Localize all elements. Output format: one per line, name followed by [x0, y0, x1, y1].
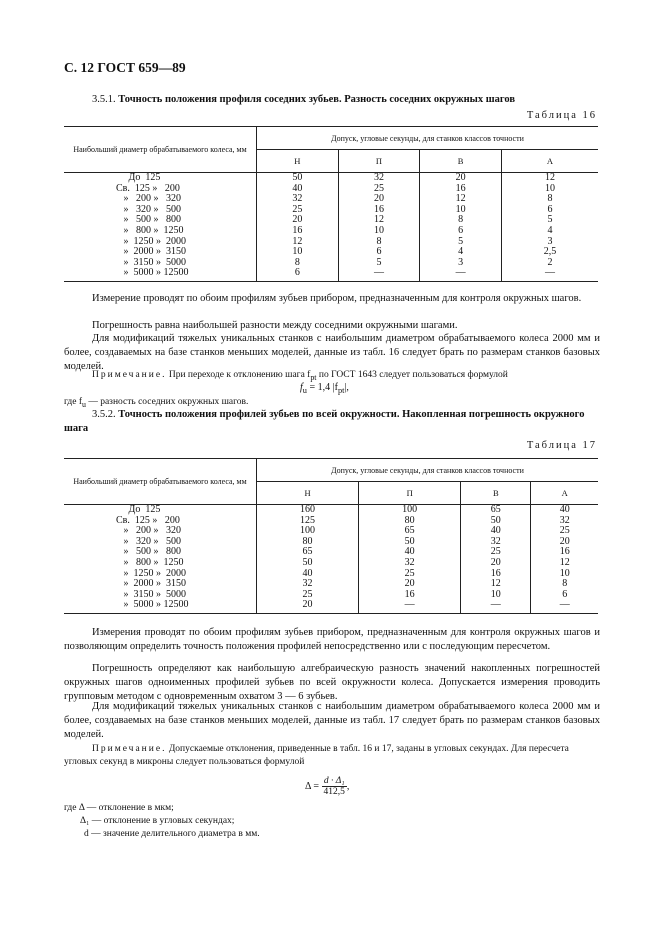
tolerance-cell: 40 [257, 569, 359, 580]
t16-formula-rhs-sub: pt [337, 386, 345, 395]
table17-body [64, 505, 598, 614]
tolerance-cell: 8 [420, 215, 502, 226]
diameter-cell: » 2000 » 3150 [64, 579, 257, 590]
tolerance-cell: 4 [420, 247, 502, 258]
t16-where-sub: u [82, 399, 86, 409]
tolerance-cell: 40 [257, 184, 339, 195]
tolerance-cell: 25 [338, 184, 420, 195]
t17-def-3: d — значение делительного диаметра в мм. [84, 829, 260, 839]
tolerance-cell: — [338, 268, 420, 281]
t17-def-2: Δ₁ — отклонение в угловых секундах; [80, 816, 235, 826]
tolerance-cell: 160 [257, 505, 359, 516]
tolerance-cell: 100 [257, 526, 359, 537]
diameter-cell: » 200 » 320 [64, 194, 257, 205]
t16-formula-f: f [300, 382, 303, 393]
tolerance-cell: 10 [461, 590, 531, 601]
tolerance-cell: 20 [559, 535, 570, 547]
section-352-title: Точность положения профилей зубьев по всей окружности. Накопленная погрешность окружного шага [64, 409, 585, 434]
tolerance-cell: 6 [562, 588, 568, 600]
t17-formula-lhs: Δ = [305, 780, 320, 792]
t17-formula-end: , [346, 780, 350, 792]
tolerance-cell: 25 [257, 590, 359, 601]
t17-formula [305, 776, 349, 797]
t17-def-1: где Δ — отклонение в мкм; [64, 803, 174, 813]
t17-formula-denominator: 412,5 [323, 787, 345, 797]
tolerance-cell: 3 [547, 235, 553, 247]
diameter-cell: » 1250 » 2000 [64, 569, 257, 580]
t17-note-label: Примечание. [92, 744, 167, 754]
tolerance-cell: 10 [544, 182, 555, 194]
section-351-number: 3.5.1. [92, 94, 116, 105]
t16-paragraph-2: Погрешность равна наибольшей разности между соседними окружными шагами. [92, 320, 458, 331]
tolerance-cell: 2,5 [543, 246, 557, 258]
t17-formula-fraction [322, 776, 347, 797]
tolerance-cell: 12 [559, 556, 570, 568]
tolerance-cell: 32 [338, 173, 420, 184]
t17-paragraph-3: Для модификаций тяжелых уникальных станков с наибольшим диаметром обрабатываемого колеса 2000 мм и более, создаваемых на базе станков меньших моделей, данные из табл. 17 следует брать по размерам станков базовых моделей. [64, 701, 600, 740]
table16-class-p: П [338, 150, 420, 173]
tolerance-cell: 20 [257, 215, 339, 226]
t16-note-text: При переходе к отклонению шага f [168, 370, 311, 380]
t17-note-text: Допускаемые отклонения, приведенные в табл. 16 и 17, заданы в угловых секундах. Для пересчета угловых секунд в микроны следует пользоваться формулой [64, 744, 569, 767]
tolerance-cell: 80 [257, 537, 359, 548]
table16-body [64, 173, 598, 282]
tolerance-cell: 8 [547, 193, 553, 205]
table-row [64, 600, 598, 613]
tolerance-cell: 8 [257, 258, 339, 269]
tolerance-cell: 80 [359, 516, 461, 527]
t16-formula-sub: u [302, 386, 307, 395]
tolerance-cell: 16 [338, 205, 420, 216]
table-16 [64, 126, 598, 282]
diameter-cell: » 320 » 500 [64, 537, 257, 548]
diameter-cell: » 1250 » 2000 [64, 237, 257, 248]
diameter-cell: » 800 » 1250 [64, 558, 257, 569]
tolerance-cell: 40 [461, 526, 531, 537]
diameter-cell: Св. 125 » 200 [64, 184, 257, 195]
tolerance-cell: 12 [338, 215, 420, 226]
t16-formula [300, 382, 349, 395]
diameter-cell: » 500 » 800 [64, 215, 257, 226]
page-header: С. 12 ГОСТ 659—89 [64, 60, 186, 75]
table17-class-p: П [359, 482, 461, 505]
tolerance-cell: 50 [257, 173, 339, 184]
t16-where-label: где f [64, 397, 83, 407]
tolerance-cell: 25 [461, 547, 531, 558]
table-17 [64, 458, 598, 614]
tolerance-cell: 20 [257, 600, 359, 613]
table-row [64, 226, 598, 237]
tolerance-cell: 4 [547, 224, 553, 236]
t17-note [64, 743, 600, 769]
tolerance-cell: 10 [559, 567, 570, 579]
tolerance-cell: 8 [338, 237, 420, 248]
table-row [64, 505, 598, 516]
section-352-number: 3.5.2. [92, 409, 116, 420]
tolerance-cell: 65 [461, 505, 531, 516]
table-row [64, 268, 598, 281]
diameter-cell: » 3150 » 5000 [64, 258, 257, 269]
table17-group-header: Допуск, угловые секунды, для станков классов точности [257, 459, 599, 482]
table17-diameter-header: Наибольший диаметр обрабатываемого колеса, мм [64, 459, 257, 505]
tolerance-cell: — [501, 268, 598, 281]
tolerance-cell: 32 [461, 537, 531, 548]
tolerance-cell: 2 [547, 256, 553, 268]
diameter-cell: До 125 [64, 505, 257, 516]
table17-class-h: Н [257, 482, 359, 505]
tolerance-cell: 12 [420, 194, 502, 205]
diameter-cell: » 5000 » 12500 [64, 600, 257, 613]
t17-paragraph-2: Погрешность определяют как наибольшую алгебраическую разность значений накопленных погрешностей окружных шагов одноименных профилей зубьев по всей окружности колеса. Допускается измерения проводить групповым методом с одновременным охватом 3 — 6 зубьев. [64, 663, 600, 702]
tolerance-cell: — [461, 600, 531, 613]
tolerance-cell: 65 [359, 526, 461, 537]
diameter-cell: » 5000 » 12500 [64, 268, 257, 281]
t16-note-label: Примечание. [92, 370, 167, 380]
tolerance-cell: 50 [257, 558, 359, 569]
tolerance-cell: 5 [420, 237, 502, 248]
section-352-heading [64, 408, 604, 436]
table17-class-v: В [461, 482, 531, 505]
table16-class-a: А [501, 150, 598, 173]
tolerance-cell: — [420, 268, 502, 281]
tolerance-cell: 65 [257, 547, 359, 558]
tolerance-cell: 16 [257, 226, 339, 237]
t17-formula-numerator: d · Δ₁ [322, 776, 347, 787]
tolerance-cell: 6 [257, 268, 339, 281]
tolerance-cell: 32 [257, 579, 359, 590]
tolerance-cell: 5 [547, 214, 553, 226]
diameter-cell: » 200 » 320 [64, 526, 257, 537]
t16-formula-end: |, [344, 382, 349, 393]
table17-class-a: А [531, 482, 598, 505]
section-351-title: Точность положения профиля соседних зубьев. Разность соседних окружных шагов [118, 94, 516, 105]
table16-caption: Таблица 16 [526, 110, 597, 121]
table-row [64, 173, 598, 184]
tolerance-cell: 6 [420, 226, 502, 237]
tolerance-cell: 10 [420, 205, 502, 216]
tolerance-cell: 20 [461, 558, 531, 569]
tolerance-cell: 20 [420, 173, 502, 184]
tolerance-cell: 12 [257, 237, 339, 248]
section-351-heading [92, 94, 515, 105]
tolerance-cell: 40 [559, 504, 570, 515]
tolerance-cell: 50 [461, 516, 531, 527]
tolerance-cell: 25 [559, 525, 570, 537]
t16-where-text: — разность соседних окружных шагов. [85, 397, 249, 407]
tolerance-cell: 32 [257, 194, 339, 205]
t16-paragraph-1: Измерение проводят по обоим профилям зубьев прибором, предназначенным для контроля окружных шагов. [92, 293, 582, 304]
tolerance-cell: 32 [359, 558, 461, 569]
tolerance-cell: — [531, 600, 598, 613]
table17-caption: Таблица 17 [526, 440, 597, 451]
tolerance-cell: 20 [359, 579, 461, 590]
tolerance-cell: 125 [257, 516, 359, 527]
tolerance-cell: 20 [338, 194, 420, 205]
tolerance-cell: 32 [559, 514, 570, 526]
tolerance-cell: 25 [359, 569, 461, 580]
tolerance-cell: 50 [359, 537, 461, 548]
tolerance-cell: 12 [544, 172, 555, 183]
t16-note-text2: по ГОСТ 1643 следует пользоваться формулой [316, 370, 508, 380]
tolerance-cell: 16 [420, 184, 502, 195]
tolerance-cell: 16 [359, 590, 461, 601]
t16-paragraph-3: Для модификаций тяжелых уникальных станков с наибольшим диаметром обрабатываемого колеса 2000 мм и более, создаваемых на базе станков меньших моделей, данные из табл. 16 следует брать по размерам станков базовых моделей. [64, 333, 600, 372]
table16-diameter-header: Наибольший диаметр обрабатываемого колеса, мм [64, 127, 257, 173]
t16-formula-rhs: = 1,4 |f [306, 382, 338, 393]
tolerance-cell: 25 [257, 205, 339, 216]
tolerance-cell: 3 [420, 258, 502, 269]
diameter-cell: » 500 » 800 [64, 547, 257, 558]
tolerance-cell: 16 [559, 546, 570, 558]
diameter-cell: » 800 » 1250 [64, 226, 257, 237]
tolerance-cell: 100 [359, 505, 461, 516]
tolerance-cell: — [359, 600, 461, 613]
tolerance-cell: 8 [562, 578, 568, 590]
tolerance-cell: 10 [257, 247, 339, 258]
tolerance-cell: 12 [461, 579, 531, 590]
diameter-cell: » 3150 » 5000 [64, 590, 257, 601]
table16-group-header: Допуск, угловые секунды, для станков классов точности [257, 127, 599, 150]
diameter-cell: » 2000 » 3150 [64, 247, 257, 258]
tolerance-cell: 6 [338, 247, 420, 258]
tolerance-cell: 6 [547, 203, 553, 215]
tolerance-cell: 40 [359, 547, 461, 558]
tolerance-cell: 16 [461, 569, 531, 580]
tolerance-cell: 10 [338, 226, 420, 237]
t16-note-sub: pt [310, 372, 317, 382]
diameter-cell: Св. 125 » 200 [64, 516, 257, 527]
diameter-cell: До 125 [64, 173, 257, 184]
diameter-cell: » 320 » 500 [64, 205, 257, 216]
table-row [64, 558, 598, 569]
table16-class-v: В [420, 150, 502, 173]
t17-paragraph-1: Измерения проводят по обоим профилям зубьев прибором, предназначенным для контроля окружных шагов и позволяющим определить точность положения профилей непосредственно или с последующим пересчетом. [64, 627, 600, 652]
table16-class-h: Н [257, 150, 339, 173]
tolerance-cell: 5 [338, 258, 420, 269]
